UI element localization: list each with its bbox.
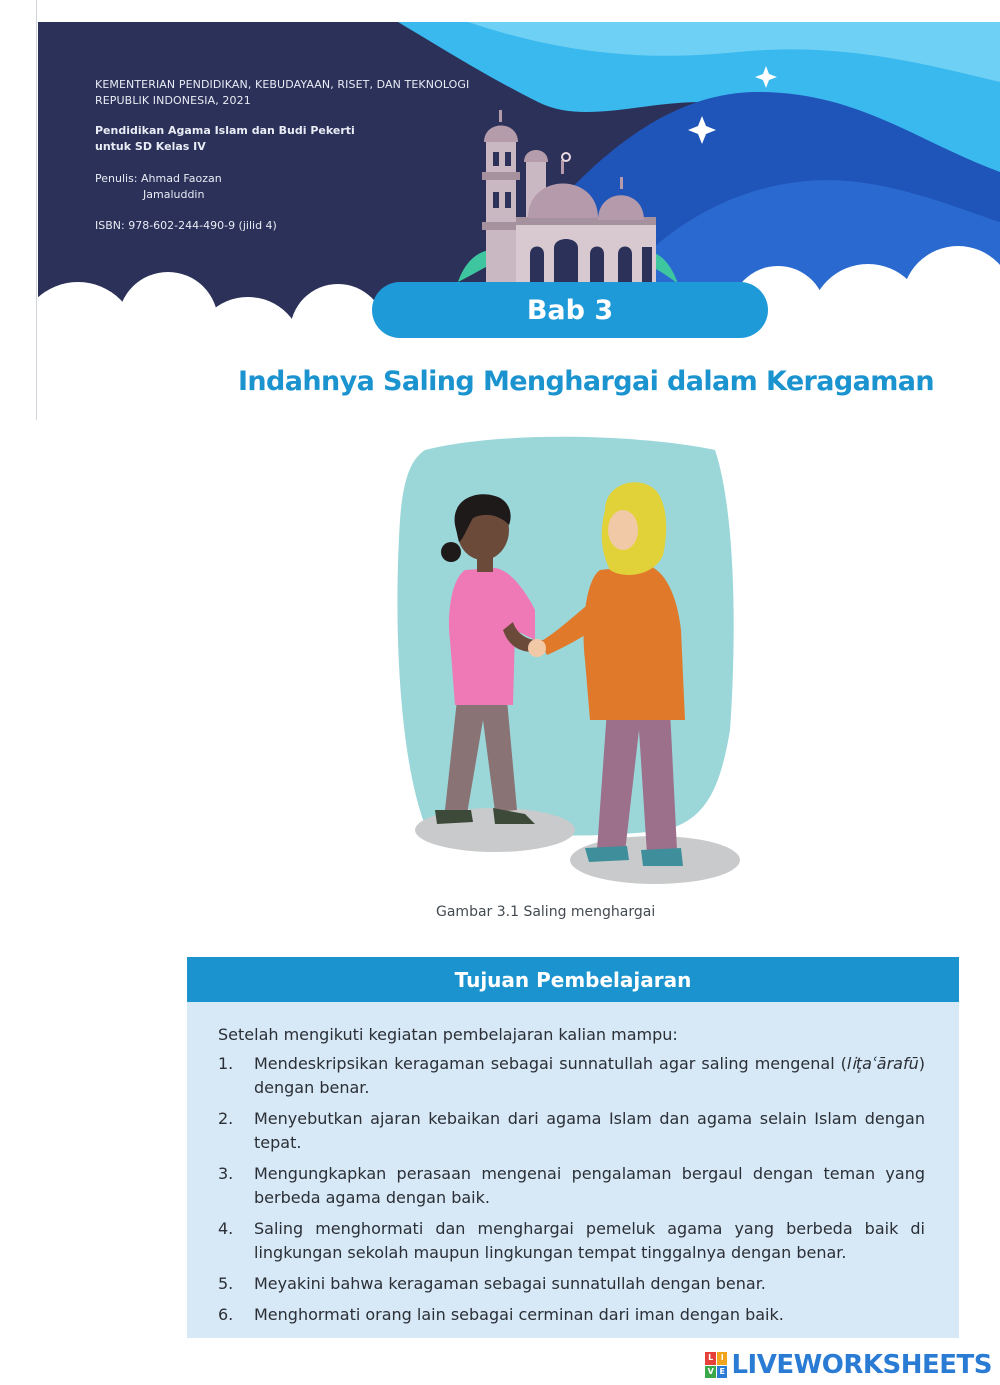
logo-letter: L xyxy=(705,1352,716,1365)
learning-goals-intro: Setelah mengikuti kegiatan pembelajaran kalian mampu: xyxy=(218,1025,678,1044)
page-edge-line xyxy=(36,0,37,420)
list-item-text: Menyebutkan ajaran kebaikan dari agama Islam dan agama selain Islam dengan tepat. xyxy=(254,1109,925,1152)
authors-block xyxy=(95,171,395,203)
list-item-text: Saling menghormati dan menghargai pemeluk agama yang berbeda baik di lingkungan sekolah maupun lingkungan tempat tinggalnya dengan benar. xyxy=(254,1219,925,1262)
learning-goals-list xyxy=(218,1052,925,1334)
list-item xyxy=(218,1052,925,1100)
list-item-text xyxy=(254,1054,925,1097)
list-item-number: 1. xyxy=(218,1054,234,1073)
list-item-text: Meyakini bahwa keragaman sebagai sunnatullah dengan benar. xyxy=(254,1274,766,1293)
list-item-text: Menghormati orang lain sebagai cerminan dari iman dengan baik. xyxy=(254,1305,784,1324)
list-item-number: 3. xyxy=(218,1164,234,1183)
arabic-term: liٕtaʿārafū xyxy=(846,1054,919,1073)
learning-goals-panel xyxy=(187,957,959,1338)
list-item xyxy=(218,1107,925,1155)
logo-letter: I xyxy=(717,1352,728,1365)
liveworksheets-watermark[interactable] xyxy=(705,1350,992,1380)
logo-letter: V xyxy=(705,1366,716,1379)
handshake-figure-art xyxy=(385,430,745,900)
list-item-number: 4. xyxy=(218,1219,234,1238)
liveworksheets-logo-icon xyxy=(705,1352,727,1378)
list-item-number: 5. xyxy=(218,1274,234,1293)
book-title xyxy=(95,123,395,155)
list-item-number: 2. xyxy=(218,1109,234,1128)
publisher-text: KEMENTERIAN PENDIDIKAN, KEBUDAYAAN, RISET, DAN TEKNOLOGI REPUBLIK INDONESIA, 2021 xyxy=(95,78,470,107)
list-item-text-part: ) dengan benar. xyxy=(254,1054,925,1097)
figure-caption: Gambar 3.1 Saling menghargai xyxy=(436,904,656,920)
book-title-line-1: Pendidikan Agama Islam dan Budi Pekerti xyxy=(95,124,355,137)
list-item-text: Mengungkapkan perasaan mengenai pengalaman bergaul dengan teman yang berbeda agama dengan baik. xyxy=(254,1164,925,1207)
chapter-label-pill xyxy=(372,282,768,338)
book-title-line-2: untuk SD Kelas IV xyxy=(95,140,206,153)
handshake-illustration xyxy=(385,430,745,900)
list-item-number: 6. xyxy=(218,1305,234,1324)
list-item xyxy=(218,1162,925,1210)
logo-letter: E xyxy=(717,1366,728,1379)
learning-goals-heading: Tujuan Pembelajaran xyxy=(454,967,692,992)
list-item xyxy=(218,1303,925,1327)
authors-line-1: Penulis: Ahmad Faozan xyxy=(95,172,222,185)
liveworksheets-wordmark: LIVEWORKSHEETS xyxy=(731,1350,992,1380)
learning-goals-header xyxy=(187,957,959,1002)
isbn-text: ISBN: 978-602-244-490-9 (jilid 4) xyxy=(95,219,277,232)
list-item xyxy=(218,1272,925,1296)
authors-line-2: Jamaluddin xyxy=(143,188,205,201)
chapter-title: Indahnya Saling Menghargai dalam Keragaman xyxy=(237,366,934,397)
list-item-text-part: Mendeskripsikan keragaman sebagai sunnatullah agar saling mengenal ( xyxy=(254,1054,847,1073)
chapter-label: Bab 3 xyxy=(526,294,614,326)
list-item xyxy=(218,1217,925,1265)
